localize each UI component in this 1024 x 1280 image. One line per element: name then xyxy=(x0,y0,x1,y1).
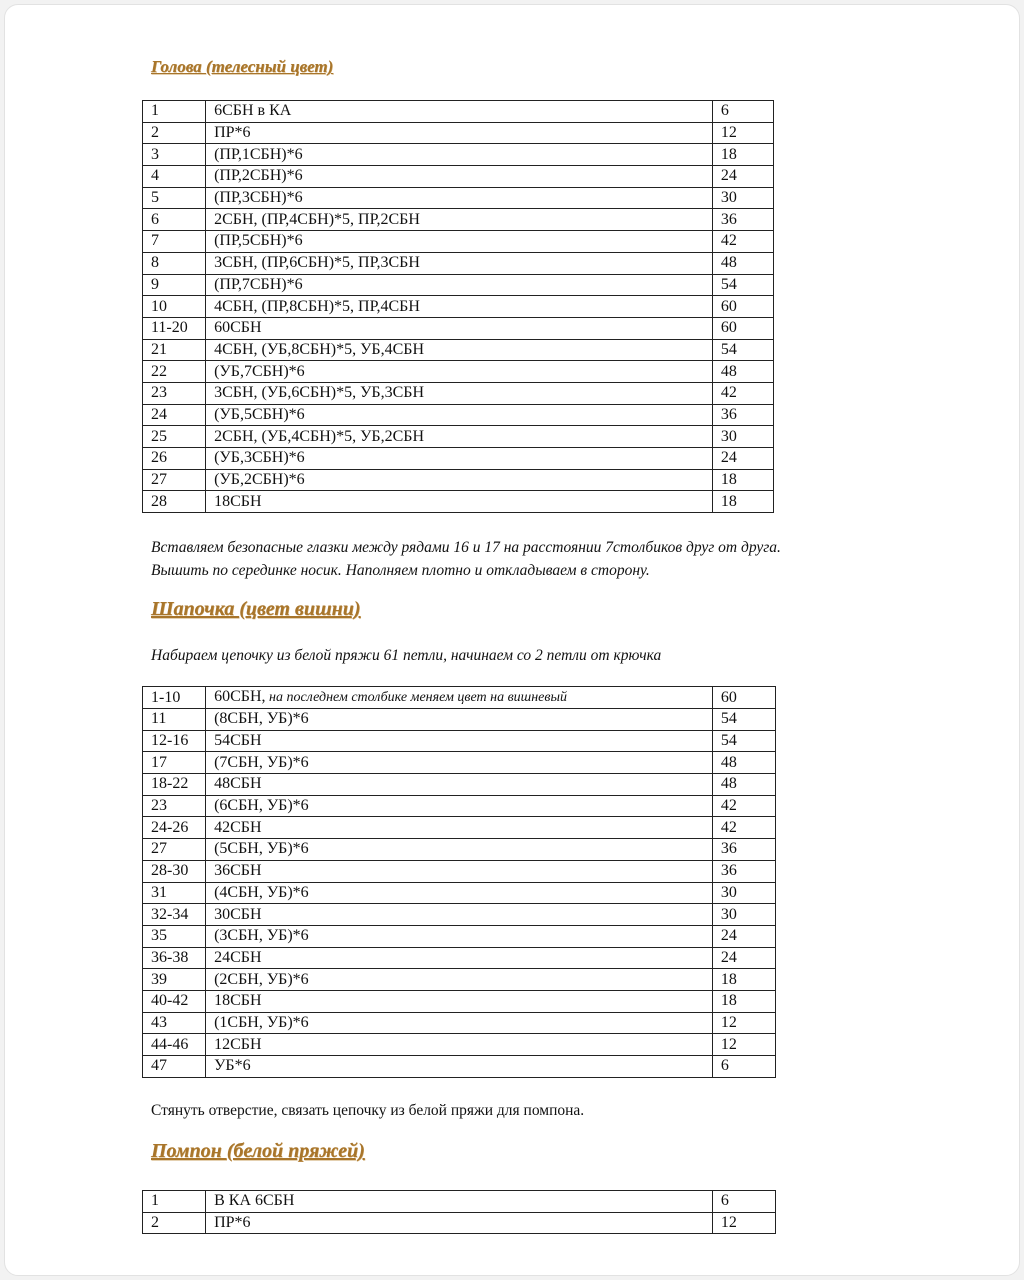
row-stitch-count: 54 xyxy=(712,339,773,361)
row-number: 7 xyxy=(143,231,206,253)
row-stitch-count: 42 xyxy=(712,231,773,253)
row-stitch-count: 48 xyxy=(712,774,775,796)
table-row xyxy=(143,925,776,947)
table-row xyxy=(143,795,776,817)
row-number: 23 xyxy=(143,382,206,404)
table-row xyxy=(143,904,776,926)
row-action: УБ*6 xyxy=(206,1056,713,1078)
row-stitch-count: 36 xyxy=(712,209,773,231)
row-stitch-count: 36 xyxy=(712,860,775,882)
row-number: 2 xyxy=(143,1212,206,1234)
table-row xyxy=(143,101,774,123)
row-action: ПР*6 xyxy=(206,1212,713,1234)
row-stitch-count: 42 xyxy=(712,817,775,839)
table-row xyxy=(143,252,774,274)
row-stitch-count: 12 xyxy=(712,1012,775,1034)
table-row xyxy=(143,296,774,318)
table-row xyxy=(143,274,774,296)
row-number: 44-46 xyxy=(143,1034,206,1056)
row-number: 4 xyxy=(143,166,206,188)
row-action: (ПР,7СБН)*6 xyxy=(206,274,713,296)
row-action: 4СБН, (ПР,8СБН)*5, ПР,4СБН xyxy=(206,296,713,318)
row-stitch-count: 60 xyxy=(712,317,773,339)
table-row xyxy=(143,752,776,774)
row-action: (8СБН, УБ)*6 xyxy=(206,709,713,731)
row-stitch-count: 36 xyxy=(712,404,773,426)
hat-pattern-table xyxy=(142,686,776,1078)
row-number: 11-20 xyxy=(143,317,206,339)
row-stitch-count: 48 xyxy=(712,361,773,383)
row-stitch-count: 12 xyxy=(712,1034,775,1056)
row-stitch-count: 42 xyxy=(712,795,775,817)
row-stitch-count: 60 xyxy=(712,687,775,709)
row-number: 28-30 xyxy=(143,860,206,882)
table-row xyxy=(143,969,776,991)
row-action: 3СБН, (УБ,6СБН)*5, УБ,3СБН xyxy=(206,382,713,404)
table-row xyxy=(143,839,776,861)
row-stitch-count: 18 xyxy=(712,491,773,513)
row-stitch-count: 6 xyxy=(712,1191,775,1213)
row-stitch-count: 60 xyxy=(712,296,773,318)
head-instructions xyxy=(151,536,931,582)
table-row xyxy=(143,122,774,144)
row-number: 18-22 xyxy=(143,774,206,796)
row-action: 60СБН xyxy=(206,317,713,339)
table-row xyxy=(143,882,776,904)
row-stitch-count: 48 xyxy=(712,252,773,274)
table-row xyxy=(143,404,774,426)
table-row xyxy=(143,187,774,209)
row-action: 24СБН xyxy=(206,947,713,969)
row-stitch-count: 18 xyxy=(712,990,775,1012)
table-row xyxy=(143,774,776,796)
section-title-pompom: Помпон (белой пряжей) xyxy=(151,1140,365,1162)
table-row xyxy=(143,817,776,839)
row-stitch-count: 6 xyxy=(712,101,773,123)
row-number: 32-34 xyxy=(143,904,206,926)
row-action xyxy=(206,687,713,709)
row-action: 2СБН, (УБ,4СБН)*5, УБ,2СБН xyxy=(206,426,713,448)
row-number: 6 xyxy=(143,209,206,231)
row-action: (УБ,5СБН)*6 xyxy=(206,404,713,426)
row-number: 31 xyxy=(143,882,206,904)
table-row xyxy=(143,1056,776,1078)
row-action: 42СБН xyxy=(206,817,713,839)
row-number: 2 xyxy=(143,122,206,144)
table-row xyxy=(143,361,774,383)
row-action: 48СБН xyxy=(206,774,713,796)
row-stitch-count: 54 xyxy=(712,274,773,296)
row-number: 9 xyxy=(143,274,206,296)
row-number: 11 xyxy=(143,709,206,731)
row-stitch-count: 54 xyxy=(712,709,775,731)
row-number: 1-10 xyxy=(143,687,206,709)
row-action: (1СБН, УБ)*6 xyxy=(206,1012,713,1034)
row-number: 43 xyxy=(143,1012,206,1034)
row-number: 36-38 xyxy=(143,947,206,969)
row-action: 18СБН xyxy=(206,990,713,1012)
row-stitch-count: 30 xyxy=(712,882,775,904)
row-number: 10 xyxy=(143,296,206,318)
head-note-line-2: Вышить по серединке носик. Наполняем плотно и откладываем в сторону. xyxy=(151,562,650,579)
row-stitch-count: 30 xyxy=(712,426,773,448)
head-pattern-table xyxy=(142,100,774,513)
row-action: (УБ,3СБН)*6 xyxy=(206,448,713,470)
table-row xyxy=(143,469,774,491)
row-stitch-count: 6 xyxy=(712,1056,775,1078)
row-action: 12СБН xyxy=(206,1034,713,1056)
row-number: 27 xyxy=(143,469,206,491)
row-stitch-count: 36 xyxy=(712,839,775,861)
row-stitch-count: 30 xyxy=(712,904,775,926)
row-action: (ПР,1СБН)*6 xyxy=(206,144,713,166)
table-row xyxy=(143,426,774,448)
section-title-head: Голова (телесный цвет) xyxy=(151,57,334,76)
row-stitch-count: 24 xyxy=(712,947,775,969)
row-number: 5 xyxy=(143,187,206,209)
row-action-main: 60СБН, xyxy=(214,688,266,705)
table-row xyxy=(143,687,776,709)
row-action: 3СБН, (ПР,6СБН)*5, ПР,3СБН xyxy=(206,252,713,274)
row-number: 23 xyxy=(143,795,206,817)
row-action: (4СБН, УБ)*6 xyxy=(206,882,713,904)
row-action: В КА 6СБН xyxy=(206,1191,713,1213)
row-stitch-count: 18 xyxy=(712,469,773,491)
row-action: ПР*6 xyxy=(206,122,713,144)
row-stitch-count: 18 xyxy=(712,144,773,166)
row-action: (ПР,3СБН)*6 xyxy=(206,187,713,209)
row-number: 25 xyxy=(143,426,206,448)
row-number: 22 xyxy=(143,361,206,383)
row-stitch-count: 48 xyxy=(712,752,775,774)
row-stitch-count: 12 xyxy=(712,122,773,144)
row-number: 26 xyxy=(143,448,206,470)
row-stitch-count: 24 xyxy=(712,448,773,470)
hat-outro: Стянуть отверстие, связать цепочку из белой пряжи для помпона. xyxy=(151,1102,585,1119)
row-stitch-count: 24 xyxy=(712,925,775,947)
table-row xyxy=(143,860,776,882)
row-action: (ПР,5СБН)*6 xyxy=(206,231,713,253)
row-stitch-count: 30 xyxy=(712,187,773,209)
table-row xyxy=(143,730,776,752)
row-action: (ПР,2СБН)*6 xyxy=(206,166,713,188)
row-number: 24 xyxy=(143,404,206,426)
table-row xyxy=(143,491,774,513)
pompom-pattern-table xyxy=(142,1190,776,1234)
row-number: 3 xyxy=(143,144,206,166)
row-number: 28 xyxy=(143,491,206,513)
row-number: 21 xyxy=(143,339,206,361)
row-action: 30СБН xyxy=(206,904,713,926)
row-number: 24-26 xyxy=(143,817,206,839)
row-stitch-count: 42 xyxy=(712,382,773,404)
table-row xyxy=(143,1012,776,1034)
table-row xyxy=(143,231,774,253)
row-stitch-count: 12 xyxy=(712,1212,775,1234)
row-action: (7СБН, УБ)*6 xyxy=(206,752,713,774)
row-stitch-count: 54 xyxy=(712,730,775,752)
table-row xyxy=(143,990,776,1012)
row-stitch-count: 18 xyxy=(712,969,775,991)
row-number: 27 xyxy=(143,839,206,861)
row-number: 1 xyxy=(143,1191,206,1213)
table-row xyxy=(143,317,774,339)
row-action: (5СБН, УБ)*6 xyxy=(206,839,713,861)
row-action: (6СБН, УБ)*6 xyxy=(206,795,713,817)
table-row xyxy=(143,382,774,404)
head-note-line-1: Вставляем безопасные глазки между рядами 16 и 17 на расстоянии 7столбиков друг от друга. xyxy=(151,539,781,556)
row-action: (3СБН, УБ)*6 xyxy=(206,925,713,947)
row-number: 39 xyxy=(143,969,206,991)
row-action: 18СБН xyxy=(206,491,713,513)
row-action: 54СБН xyxy=(206,730,713,752)
row-number: 12-16 xyxy=(143,730,206,752)
row-number: 1 xyxy=(143,101,206,123)
row-action: (УБ,7СБН)*6 xyxy=(206,361,713,383)
table-row xyxy=(143,209,774,231)
row-number: 40-42 xyxy=(143,990,206,1012)
row-number: 47 xyxy=(143,1056,206,1078)
row-stitch-count: 24 xyxy=(712,166,773,188)
table-row xyxy=(143,1034,776,1056)
table-row xyxy=(143,1191,776,1213)
hat-intro: Набираем цепочку из белой пряжи 61 петли, начинаем со 2 петли от крючка xyxy=(151,647,662,664)
row-action: 2СБН, (ПР,4СБН)*5, ПР,2СБН xyxy=(206,209,713,231)
row-action: (2СБН, УБ)*6 xyxy=(206,969,713,991)
table-row xyxy=(143,339,774,361)
table-row xyxy=(143,166,774,188)
table-row xyxy=(143,947,776,969)
row-number: 17 xyxy=(143,752,206,774)
row-action: 36СБН xyxy=(206,860,713,882)
table-row xyxy=(143,1212,776,1234)
row-number: 8 xyxy=(143,252,206,274)
table-row xyxy=(143,144,774,166)
row-action: (УБ,2СБН)*6 xyxy=(206,469,713,491)
table-row xyxy=(143,709,776,731)
row-number: 35 xyxy=(143,925,206,947)
row-action-note: на последнем столбике меняем цвет на вишневый xyxy=(265,690,567,705)
row-action: 4СБН, (УБ,8СБН)*5, УБ,4СБН xyxy=(206,339,713,361)
row-action: 6СБН в КА xyxy=(206,101,713,123)
table-row xyxy=(143,448,774,470)
section-title-hat: Шапочка (цвет вишни) xyxy=(151,598,361,620)
document-page xyxy=(4,4,1020,1276)
